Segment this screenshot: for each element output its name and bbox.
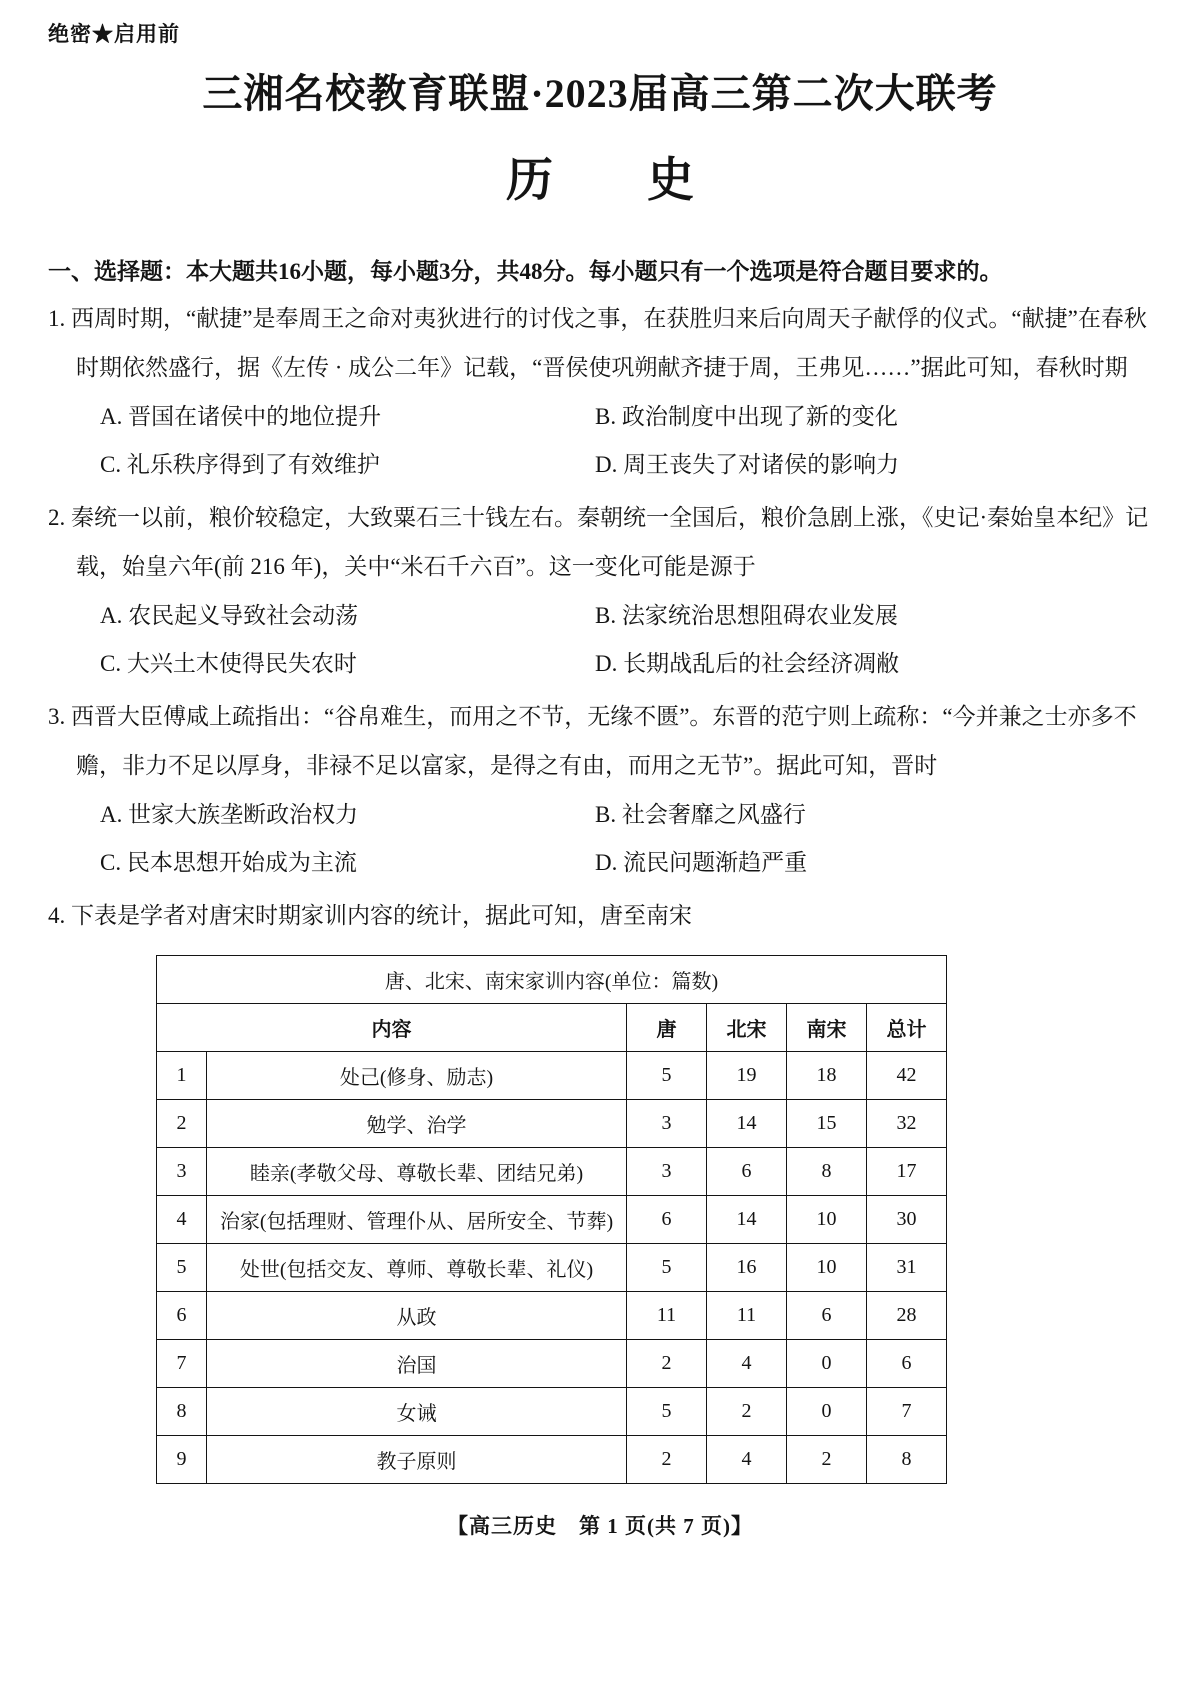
northern-song-cell: 6 [707,1147,787,1195]
question-2-option-c: C. 大兴土木使得民失农时 [100,651,357,677]
exam-title: 三湘名校教育联盟·2023届高三第二次大联考 [202,71,998,116]
content-cell: 勉学、治学 [207,1099,627,1147]
table-header-row [157,1003,947,1051]
question-4 [48,892,1152,941]
table-row [157,1291,947,1339]
total-cell: 7 [867,1387,947,1435]
northern-song-cell: 19 [707,1051,787,1099]
northern-song-cell: 14 [707,1099,787,1147]
question-2-option-d: D. 长期战乱后的社会经济凋敝 [595,651,900,677]
southern-song-cell: 18 [787,1051,867,1099]
row-number-cell: 2 [157,1099,207,1147]
question-3-stem: 3. 西晋大臣傅咸上疏指出：“谷帛难生，而用之不节，无缘不匮”。东晋的范宁则上疏称：“今并兼之士亦多不赡，非力不足以厚身，非禄不足以富家，是得之有由，而用之无节”。据此可知，晋时 [48,704,1137,778]
tang-cell: 3 [627,1147,707,1195]
question-1-option-d: D. 周王丧失了对诸侯的影响力 [595,452,900,478]
total-cell: 42 [867,1051,947,1099]
table-row [157,1195,947,1243]
question-3-options [48,791,1152,889]
table-row [157,1099,947,1147]
question-3-option-a: A. 世家大族垄断政治权力 [100,801,359,827]
content-cell: 治国 [207,1339,627,1387]
row-number-cell: 6 [157,1291,207,1339]
table-title: 唐、北宋、南宋家训内容(单位：篇数) [157,955,947,1003]
tang-cell: 11 [627,1291,707,1339]
col-header-total: 总计 [867,1003,947,1051]
tang-cell: 3 [627,1099,707,1147]
row-number-cell: 4 [157,1195,207,1243]
table-row [157,1147,947,1195]
row-number-cell: 9 [157,1435,207,1483]
content-cell: 处世(包括交友、尊师、尊敬长辈、礼仪) [207,1243,627,1291]
classification-label: 绝密★启用前 [48,22,180,46]
table-row [157,1243,947,1291]
col-header-southern-song: 南宋 [787,1003,867,1051]
row-number-cell: 3 [157,1147,207,1195]
section-heading: 一、选择题：本大题共16小题，每小题3分，共48分。每小题只有一个选项是符合题目要求的。 [48,259,1003,284]
col-header-tang: 唐 [627,1003,707,1051]
subject-title: 历 史 [506,155,694,207]
content-cell: 教子原则 [207,1435,627,1483]
tang-cell: 2 [627,1435,707,1483]
table-row [157,1051,947,1099]
question-4-stem: 4. 下表是学者对唐宋时期家训内容的统计，据此可知，唐至南宋 [48,903,692,929]
family-instruction-table [156,955,947,1484]
northern-song-cell: 11 [707,1291,787,1339]
northern-song-cell: 4 [707,1435,787,1483]
southern-song-cell: 10 [787,1243,867,1291]
tang-cell: 5 [627,1051,707,1099]
question-1 [48,295,1152,490]
table-row [157,1339,947,1387]
row-number-cell: 8 [157,1387,207,1435]
southern-song-cell: 8 [787,1147,867,1195]
southern-song-cell: 0 [787,1339,867,1387]
question-3-option-d: D. 流民问题渐趋严重 [595,850,808,876]
table-row [157,1387,947,1435]
question-2-stem: 2. 秦统一以前，粮价较稳定，大致粟石三十钱左右。秦朝统一全国后，粮价急剧上涨，《史记·秦始皇本纪》记载，始皇六年(前 216 年)，关中“米石千六百”。这一变化可能是源于 [48,505,1149,579]
table-row [157,1435,947,1483]
question-3 [48,693,1152,888]
col-header-content: 内容 [157,1003,627,1051]
question-1-option-b: B. 政治制度中出现了新的变化 [595,403,898,429]
northern-song-cell: 4 [707,1339,787,1387]
question-2-option-a: A. 农民起义导致社会动荡 [100,602,359,628]
question-3-option-c: C. 民本思想开始成为主流 [100,850,357,876]
northern-song-cell: 2 [707,1387,787,1435]
content-cell: 女诫 [207,1387,627,1435]
row-number-cell: 5 [157,1243,207,1291]
content-cell: 睦亲(孝敬父母、尊敬长辈、团结兄弟) [207,1147,627,1195]
question-1-option-c: C. 礼乐秩序得到了有效维护 [100,452,380,478]
southern-song-cell: 6 [787,1291,867,1339]
question-2-options [48,592,1152,690]
content-cell: 处己(修身、励志) [207,1051,627,1099]
row-number-cell: 1 [157,1051,207,1099]
question-1-option-a: A. 晋国在诸侯中的地位提升 [100,403,382,429]
question-1-stem: 1. 西周时期，“献捷”是奉周王之命对夷狄进行的讨伐之事，在获胜归来后向周天子献俘的仪式。“献捷”在春秋时期依然盛行，据《左传 · 成公二年》记载，“晋侯使巩朔献齐捷于周，王弗见……”据此可知，春秋时期 [48,306,1147,380]
total-cell: 30 [867,1195,947,1243]
content-cell: 治家(包括理财、管理仆从、居所安全、节葬) [207,1195,627,1243]
total-cell: 31 [867,1243,947,1291]
question-2 [48,494,1152,689]
page-footer: 【高三历史 第 1 页(共 7 页)】 [447,1513,753,1538]
table-title-row [157,955,947,1003]
southern-song-cell: 2 [787,1435,867,1483]
tang-cell: 5 [627,1387,707,1435]
total-cell: 28 [867,1291,947,1339]
northern-song-cell: 16 [707,1243,787,1291]
content-cell: 从政 [207,1291,627,1339]
tang-cell: 6 [627,1195,707,1243]
southern-song-cell: 0 [787,1387,867,1435]
northern-song-cell: 14 [707,1195,787,1243]
total-cell: 8 [867,1435,947,1483]
tang-cell: 5 [627,1243,707,1291]
total-cell: 17 [867,1147,947,1195]
question-3-option-b: B. 社会奢靡之风盛行 [595,801,806,827]
tang-cell: 2 [627,1339,707,1387]
question-1-options [48,393,1152,491]
total-cell: 32 [867,1099,947,1147]
row-number-cell: 7 [157,1339,207,1387]
southern-song-cell: 10 [787,1195,867,1243]
southern-song-cell: 15 [787,1099,867,1147]
col-header-northern-song: 北宋 [707,1003,787,1051]
total-cell: 6 [867,1339,947,1387]
question-2-option-b: B. 法家统治思想阻碍农业发展 [595,602,898,628]
table-wrapper [156,955,1152,1484]
